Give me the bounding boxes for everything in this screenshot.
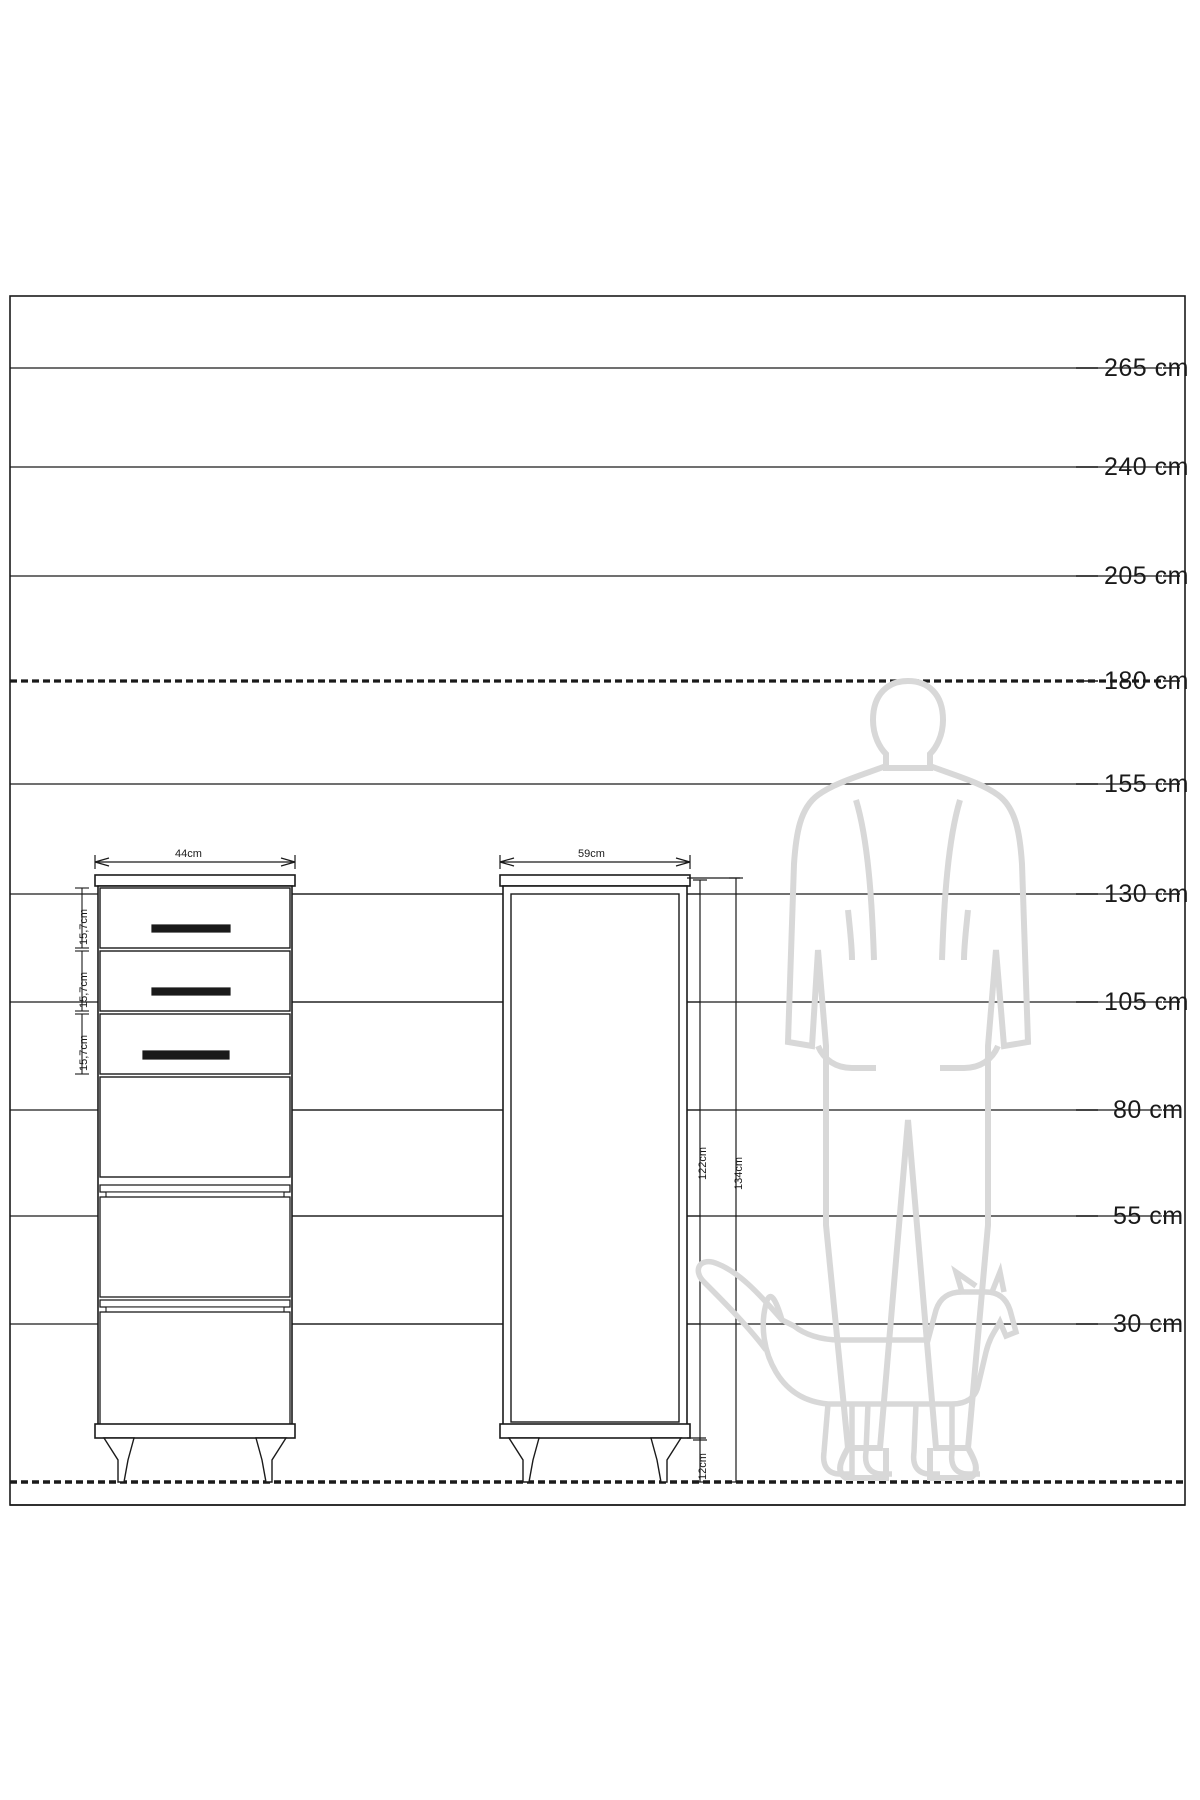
scale-label-80: 80 cm	[1113, 1096, 1184, 1124]
scale-label-155: 155 cm	[1104, 770, 1189, 798]
dim-label-drawer-2: 15,7cm	[78, 971, 90, 1008]
scale-label-105: 105 cm	[1104, 988, 1189, 1016]
scale-label-180: 180 cm	[1104, 667, 1189, 695]
scale-label-205: 205 cm	[1104, 562, 1189, 590]
dim-label-12cm: 12cm	[697, 1453, 709, 1480]
drawer-cabinet	[95, 875, 295, 1482]
scale-label-130: 130 cm	[1104, 880, 1189, 908]
dim-label-drawer-1: 15,7cm	[78, 908, 90, 945]
door-cabinet	[500, 875, 690, 1482]
scale-label-55: 55 cm	[1113, 1202, 1184, 1230]
dim-label-drawer-3: 15,7cm	[78, 1034, 90, 1071]
dim-label-59cm: 59cm	[578, 848, 605, 860]
scale-label-265: 265 cm	[1104, 354, 1189, 382]
human-silhouette	[788, 681, 1028, 1478]
floor-line	[10, 1482, 1185, 1505]
dim-label-44cm: 44cm	[175, 848, 202, 860]
scale-ticks	[1076, 368, 1180, 1324]
dim-label-122cm: 122cm	[697, 1146, 709, 1180]
scale-label-240: 240 cm	[1104, 453, 1189, 481]
dim-label-134cm: 134cm	[733, 1156, 745, 1190]
scale-label-30: 30 cm	[1113, 1310, 1184, 1338]
